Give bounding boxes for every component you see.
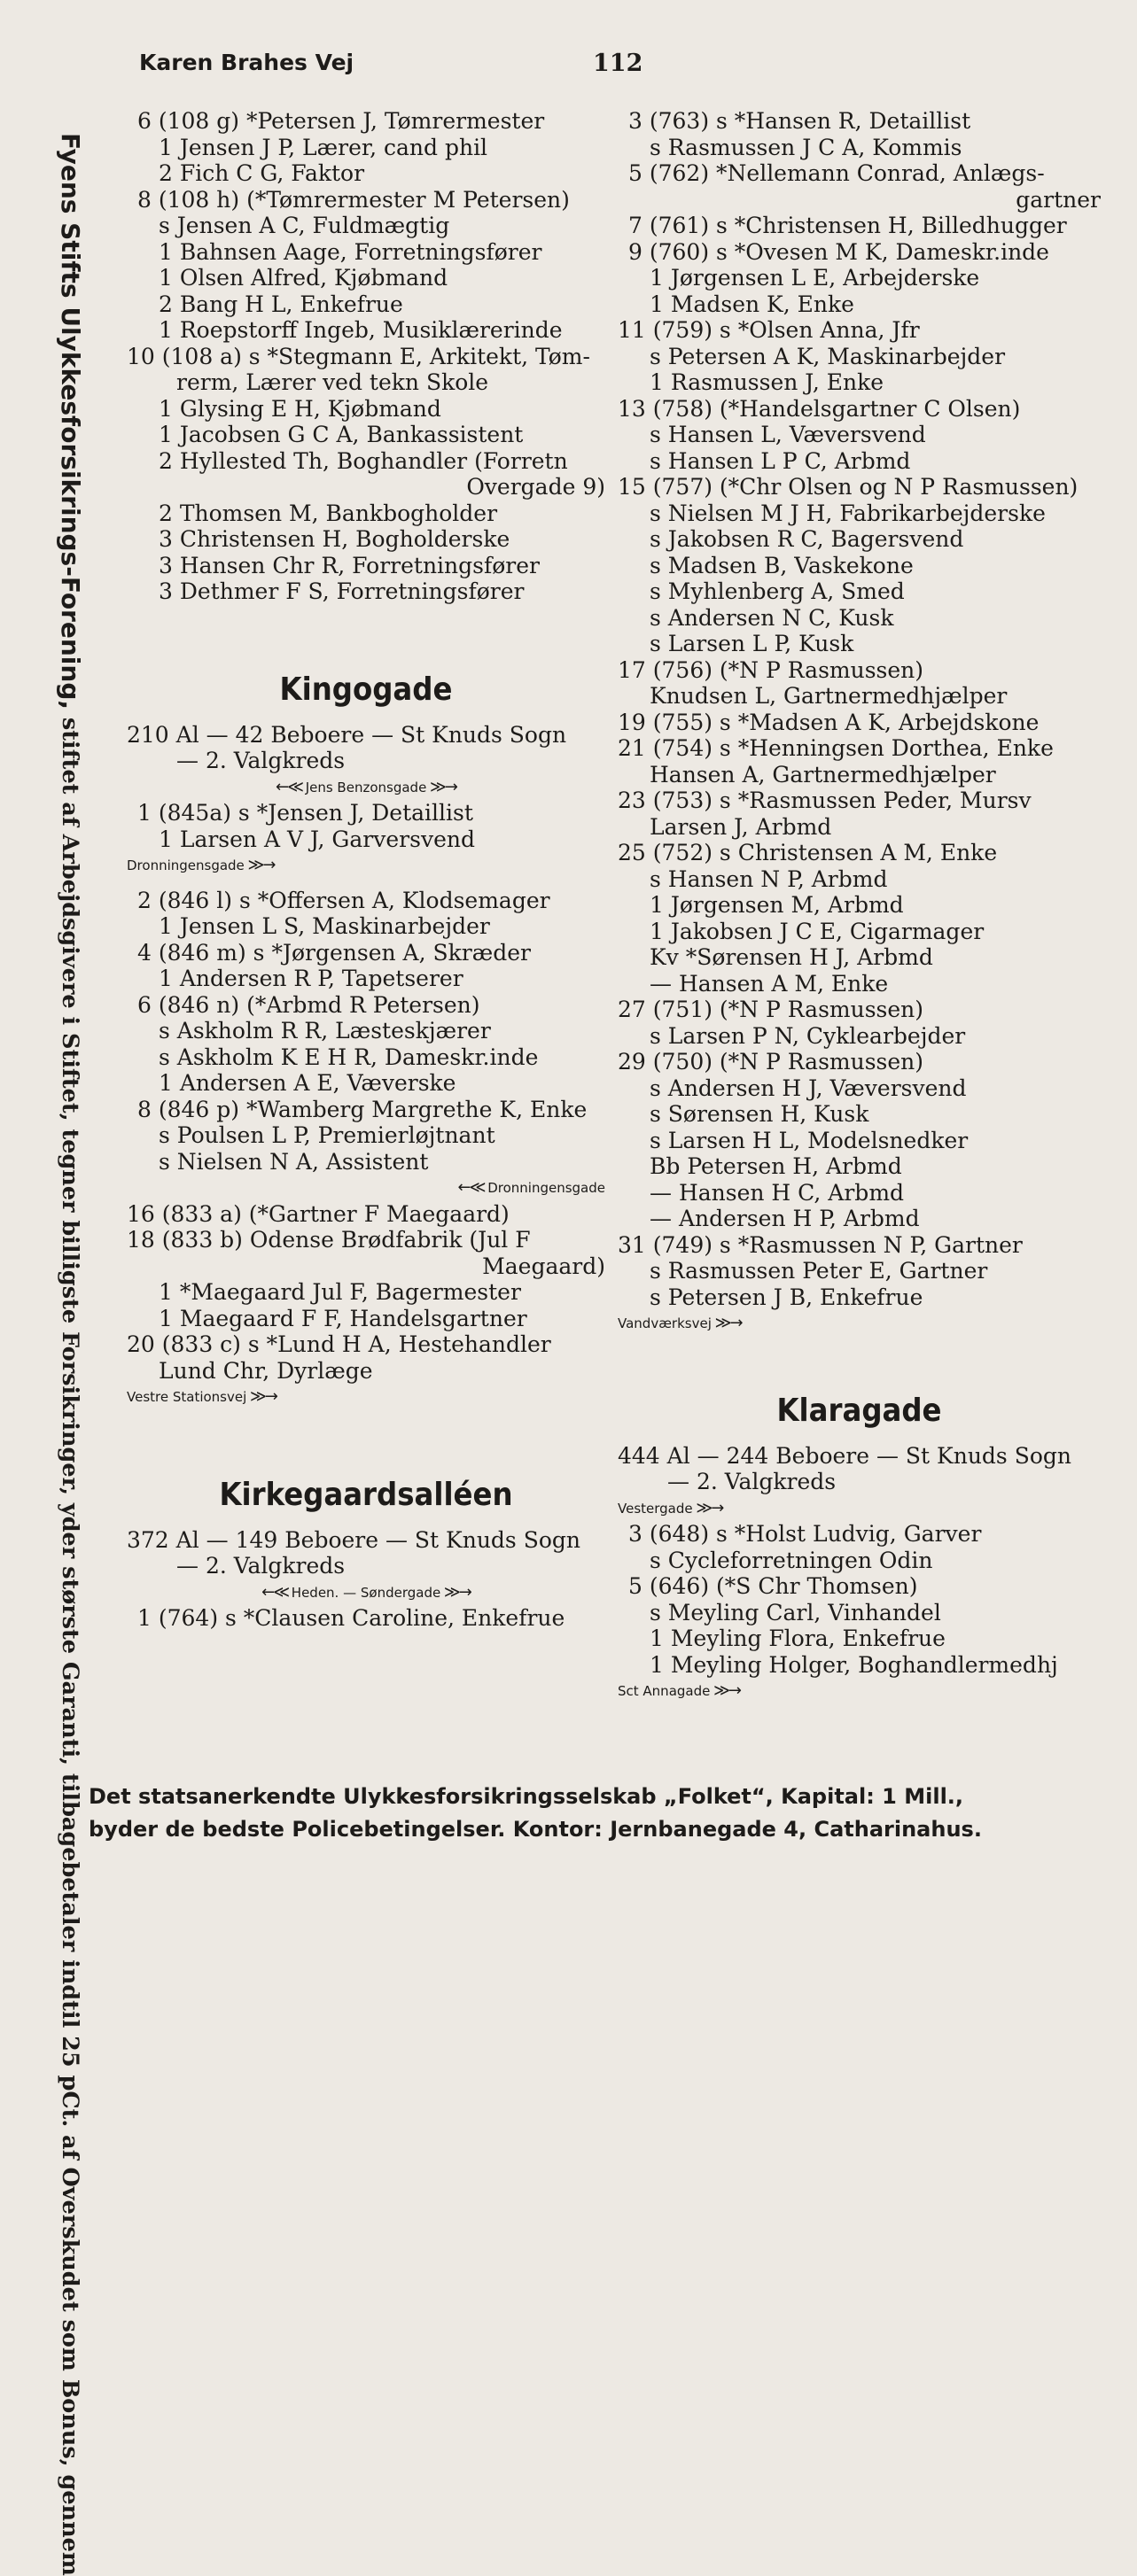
side-ad-text: stiftet af Arbejdsgivere i Stiftet, tegner billigste Forsikringer, yder største Garanti, tilbagebetaler indtil 25 pCt. af Overskudet som Bonus, gennem	[57, 717, 83, 2576]
directory-entry: 3 Dethmer F S, Forretningsfører	[159, 578, 525, 604]
arrow-left-icon: ←≪	[261, 1582, 292, 1602]
cross-street-name: Jens Benzonsgade	[305, 779, 427, 795]
directory-entry: 9 (760) s *Ovesen M K, Dameskr.inde	[628, 238, 1049, 265]
directory-entry: 1 Jacobsen G C A, Bankassistent	[159, 422, 524, 447]
directory-entry: 1 Olsen Alfred, Kjøbmand	[159, 265, 448, 291]
directory-entry: s Larsen H L, Modelsnedker	[650, 1127, 969, 1153]
directory-entry: 210 Al — 42 Beboere — St Knuds Sogn	[127, 721, 567, 748]
directory-entry: 1 Andersen R P, Tapetserer	[159, 966, 463, 991]
directory-entry: 16 (833 a) (*Gartner F Maegaard)	[127, 1200, 510, 1227]
cross-street-name: Vandværksvej	[618, 1315, 712, 1331]
arrow-right-icon: ≫→	[244, 856, 275, 874]
directory-entry: 17 (756) (*N P Rasmussen)	[618, 656, 924, 683]
spacer	[127, 605, 605, 658]
cross-street-marker	[618, 1678, 1101, 1704]
directory-entry: 1 Meyling Holger, Boghandlermedhj	[650, 1651, 1058, 1678]
directory-entry: — Hansen H C, Arbmd	[650, 1179, 905, 1206]
directory-entry: 1 Jensen J P, Lærer, cand phil	[159, 134, 488, 160]
directory-entry: 6 (108 g) *Petersen J, Tømrermester	[137, 108, 545, 134]
arrow-right-icon: ≫→	[711, 1314, 742, 1332]
directory-entry: 2 Hyllested Th, Boghandler (Forretn	[159, 447, 568, 474]
footer-advertisement	[89, 1781, 1124, 1846]
directory-entry: s Cycleforretningen Odin	[650, 1547, 933, 1573]
directory-entry: 7 (761) s *Christensen H, Billedhugger	[628, 213, 1067, 238]
directory-entry: Lund Chr, Dyrlæge	[159, 1357, 373, 1384]
directory-entry: 372 Al — 149 Beboere — St Knuds Sogn	[127, 1526, 580, 1553]
directory-entry: 2 Fich C G, Faktor	[159, 160, 365, 186]
directory-entry: s Madsen B, Vaskekone	[650, 552, 914, 578]
directory-entry: 20 (833 c) s *Lund H A, Hestehandler	[127, 1331, 551, 1357]
directory-entry: 15 (757) (*Chr Olsen og N P Rasmussen)	[618, 474, 1079, 500]
directory-entry: 8 (846 p) *Wamberg Margrethe K, Enke	[137, 1096, 588, 1122]
cross-street-marker	[127, 852, 605, 879]
side-advertisement	[32, 133, 85, 2576]
directory-entry: 1 Rasmussen J, Enke	[650, 369, 884, 395]
directory-entry: 1 Jørgensen M, Arbmd	[650, 892, 904, 918]
directory-entry: 6 (846 n) (*Arbmd R Petersen)	[137, 991, 480, 1018]
directory-entry: s Andersen H J, Væversvend	[650, 1075, 967, 1101]
directory-entry: Kv *Sørensen H J, Arbmd	[650, 944, 933, 970]
cross-street-marker	[127, 1175, 605, 1201]
arrow-left-icon: ←≪	[457, 1178, 488, 1197]
directory-entry: 19 (755) s *Madsen A K, Arbejdskone	[618, 709, 1040, 735]
directory-entry: s Larsen L P, Kusk	[650, 631, 854, 656]
directory-entry: 1 Maegaard F F, Handelsgartner	[159, 1305, 527, 1331]
directory-entry: s Hansen L P C, Arbmd	[650, 447, 911, 474]
directory-entry: Maegaard)	[482, 1253, 605, 1279]
directory-entry: 444 Al — 244 Beboere — St Knuds Sogn	[618, 1442, 1071, 1469]
cross-street-name: Sct Annagade	[618, 1683, 711, 1699]
directory-entry: s Jensen A C, Fuldmægtig	[159, 213, 450, 238]
footer-line-1: Det statsanerkendte Ulykkesforsikringsselskab „Folket“, Kapital: 1 Mill.,	[89, 1784, 964, 1809]
directory-entry: 27 (751) (*N P Rasmussen)	[618, 997, 924, 1022]
directory-entry: 13 (758) (*Handelsgartner C Olsen)	[618, 395, 1021, 422]
directory-entry: s Myhlenberg A, Smed	[650, 578, 905, 604]
directory-entry: — Andersen H P, Arbmd	[650, 1206, 920, 1231]
arrow-right-icon: ≫→	[246, 1387, 276, 1406]
directory-entry: s Jakobsen R C, Bagersvend	[650, 526, 964, 552]
directory-entry: 4 (846 m) s *Jørgensen A, Skræder	[137, 939, 531, 966]
directory-entry: 1 Jensen L S, Maskinarbejder	[159, 913, 490, 939]
directory-entry: s Sørensen H, Kusk	[650, 1101, 869, 1127]
cross-street-marker	[618, 1495, 1101, 1522]
page-number: 112	[593, 50, 643, 77]
directory-entry: 8 (108 h) (*Tømrermester M Petersen)	[137, 186, 570, 213]
running-head-street: Karen Brahes Vej	[139, 50, 354, 75]
arrow-right-icon: ≫→	[710, 1681, 741, 1700]
directory-entry: 31 (749) s *Rasmussen N P, Gartner	[618, 1231, 1023, 1258]
street-heading: Kirkegaardsalléen	[219, 1476, 513, 1513]
directory-entry: 23 (753) s *Rasmussen Peder, Mursv	[618, 788, 1032, 813]
directory-entry: s Nielsen N A, Assistent	[159, 1148, 429, 1175]
directory-entry: 1 Roepstorff Ingeb, Musiklærerinde	[159, 317, 563, 343]
directory-entry: 3 (648) s *Holst Ludvig, Garver	[628, 1521, 982, 1547]
directory-entry: gartner	[1016, 186, 1101, 213]
arrow-right-icon: ≫→	[692, 1498, 723, 1517]
directory-entry: s Askholm R R, Læsteskjærer	[159, 1018, 491, 1044]
cross-street-name: Dronningensgade	[127, 857, 245, 873]
footer-line-2: byder de bedste Policebetingelser. Kontor: Jernbanegade 4, Catharinahus.	[89, 1817, 982, 1842]
street-heading: Kingogade	[279, 671, 453, 708]
directory-entry: — 2. Valgkreds	[176, 1553, 346, 1579]
directory-entry: — 2. Valgkreds	[176, 748, 346, 773]
directory-entry: 1 Andersen A E, Væverske	[159, 1070, 456, 1096]
directory-entry: 10 (108 a) s *Stegmann E, Arkitekt, Tøm-	[127, 343, 590, 369]
directory-entry: s Andersen N C, Kusk	[650, 604, 894, 631]
spacer	[618, 1337, 1101, 1379]
cross-street-name: Dronningensgade	[487, 1180, 605, 1196]
directory-entry: 1 Meyling Flora, Enkefrue	[650, 1626, 946, 1651]
directory-entry: 1 *Maegaard Jul F, Bagermester	[159, 1279, 521, 1305]
arrow-right-icon: ≫→	[426, 777, 456, 796]
directory-entry: 25 (752) s Christensen A M, Enke	[618, 840, 998, 865]
side-ad-brand: Fyens Stifts Ulykkesforsikrings-Forening,	[56, 133, 85, 710]
cross-street-name: Heden. — Søndergade	[291, 1584, 441, 1601]
directory-entry: 3 Christensen H, Bogholderske	[159, 526, 510, 552]
directory-entry: 11 (759) s *Olsen Anna, Jfr	[618, 317, 920, 343]
directory-entry: 1 Larsen A V J, Garversvend	[159, 826, 475, 852]
spacer	[127, 879, 605, 888]
directory-entry: Hansen A, Gartnermedhjælper	[650, 761, 996, 788]
spacer	[127, 1410, 605, 1463]
arrow-left-icon: ←≪	[276, 777, 306, 796]
directory-entry: Larsen J, Arbmd	[650, 813, 832, 840]
cross-street-marker	[618, 1310, 1101, 1337]
directory-entry: 3 Hansen Chr R, Forretningsfører	[159, 552, 540, 578]
directory-entry: 1 Jørgensen L E, Arbejderske	[650, 265, 980, 291]
directory-entry: Bb Petersen H, Arbmd	[650, 1153, 902, 1179]
directory-entry: 1 Jakobsen J C E, Cigarmager	[650, 918, 985, 944]
directory-entry: 2 Thomsen M, Bankbogholder	[159, 500, 498, 526]
left-column	[127, 108, 605, 1632]
directory-entry: 5 (646) (*S Chr Thomsen)	[628, 1573, 918, 1599]
directory-entry: s Petersen A K, Maskinarbejder	[650, 343, 1006, 369]
street-heading: Klaragade	[776, 1392, 942, 1429]
cross-street-marker	[127, 1384, 605, 1410]
directory-entry: 18 (833 b) Odense Brødfabrik (Jul F	[127, 1227, 531, 1253]
directory-entry: s Askholm K E H R, Dameskr.inde	[159, 1044, 539, 1070]
directory-entry: 3 (763) s *Hansen R, Detaillist	[628, 108, 971, 134]
directory-entry: 1 Bahnsen Aage, Forretningsfører	[159, 238, 542, 265]
directory-entry: 29 (750) (*N P Rasmussen)	[618, 1049, 924, 1075]
directory-entry: rerm, Lærer ved tekn Skole	[176, 369, 489, 395]
directory-entry: 2 Bang H L, Enkefrue	[159, 291, 403, 317]
directory-entry: 1 Madsen K, Enke	[650, 291, 854, 317]
directory-entry: Overgade 9)	[466, 474, 605, 500]
directory-entry: 1 (845a) s *Jensen J, Detaillist	[137, 800, 473, 826]
directory-entry: s Poulsen L P, Premierløjtnant	[159, 1122, 495, 1148]
directory-entry: s Hansen N P, Arbmd	[650, 865, 888, 892]
directory-entry: s Rasmussen J C A, Kommis	[650, 134, 962, 160]
directory-entry: s Larsen P N, Cyklearbejder	[650, 1022, 966, 1049]
directory-entry: s Meyling Carl, Vinhandel	[650, 1599, 941, 1626]
directory-entry: s Rasmussen Peter E, Gartner	[650, 1258, 988, 1284]
directory-entry: s Nielsen M J H, Fabrikarbejderske	[650, 500, 1046, 526]
right-column	[618, 108, 1101, 1704]
directory-entry: 1 Glysing E H, Kjøbmand	[159, 395, 441, 422]
cross-street-marker	[127, 774, 605, 801]
directory-entry: s Petersen J B, Enkefrue	[650, 1284, 923, 1310]
arrow-right-icon: ≫→	[440, 1582, 471, 1602]
directory-entry: 1 (764) s *Clausen Caroline, Enkefrue	[137, 1605, 565, 1631]
cross-street-marker	[127, 1579, 605, 1606]
directory-entry: — Hansen A M, Enke	[650, 970, 889, 997]
directory-entry: 2 (846 l) s *Offersen A, Klodsemager	[137, 887, 550, 913]
directory-entry: 21 (754) s *Henningsen Dorthea, Enke	[618, 735, 1054, 761]
directory-entry: — 2. Valgkreds	[667, 1469, 837, 1494]
cross-street-name: Vestre Stationsvej	[127, 1389, 247, 1405]
directory-entry: s Hansen L, Væversvend	[650, 422, 926, 447]
directory-entry: Knudsen L, Gartnermedhjælper	[650, 683, 1008, 709]
cross-street-name: Vestergade	[618, 1500, 693, 1517]
directory-entry: 5 (762) *Nellemann Conrad, Anlægs-	[628, 160, 1045, 186]
